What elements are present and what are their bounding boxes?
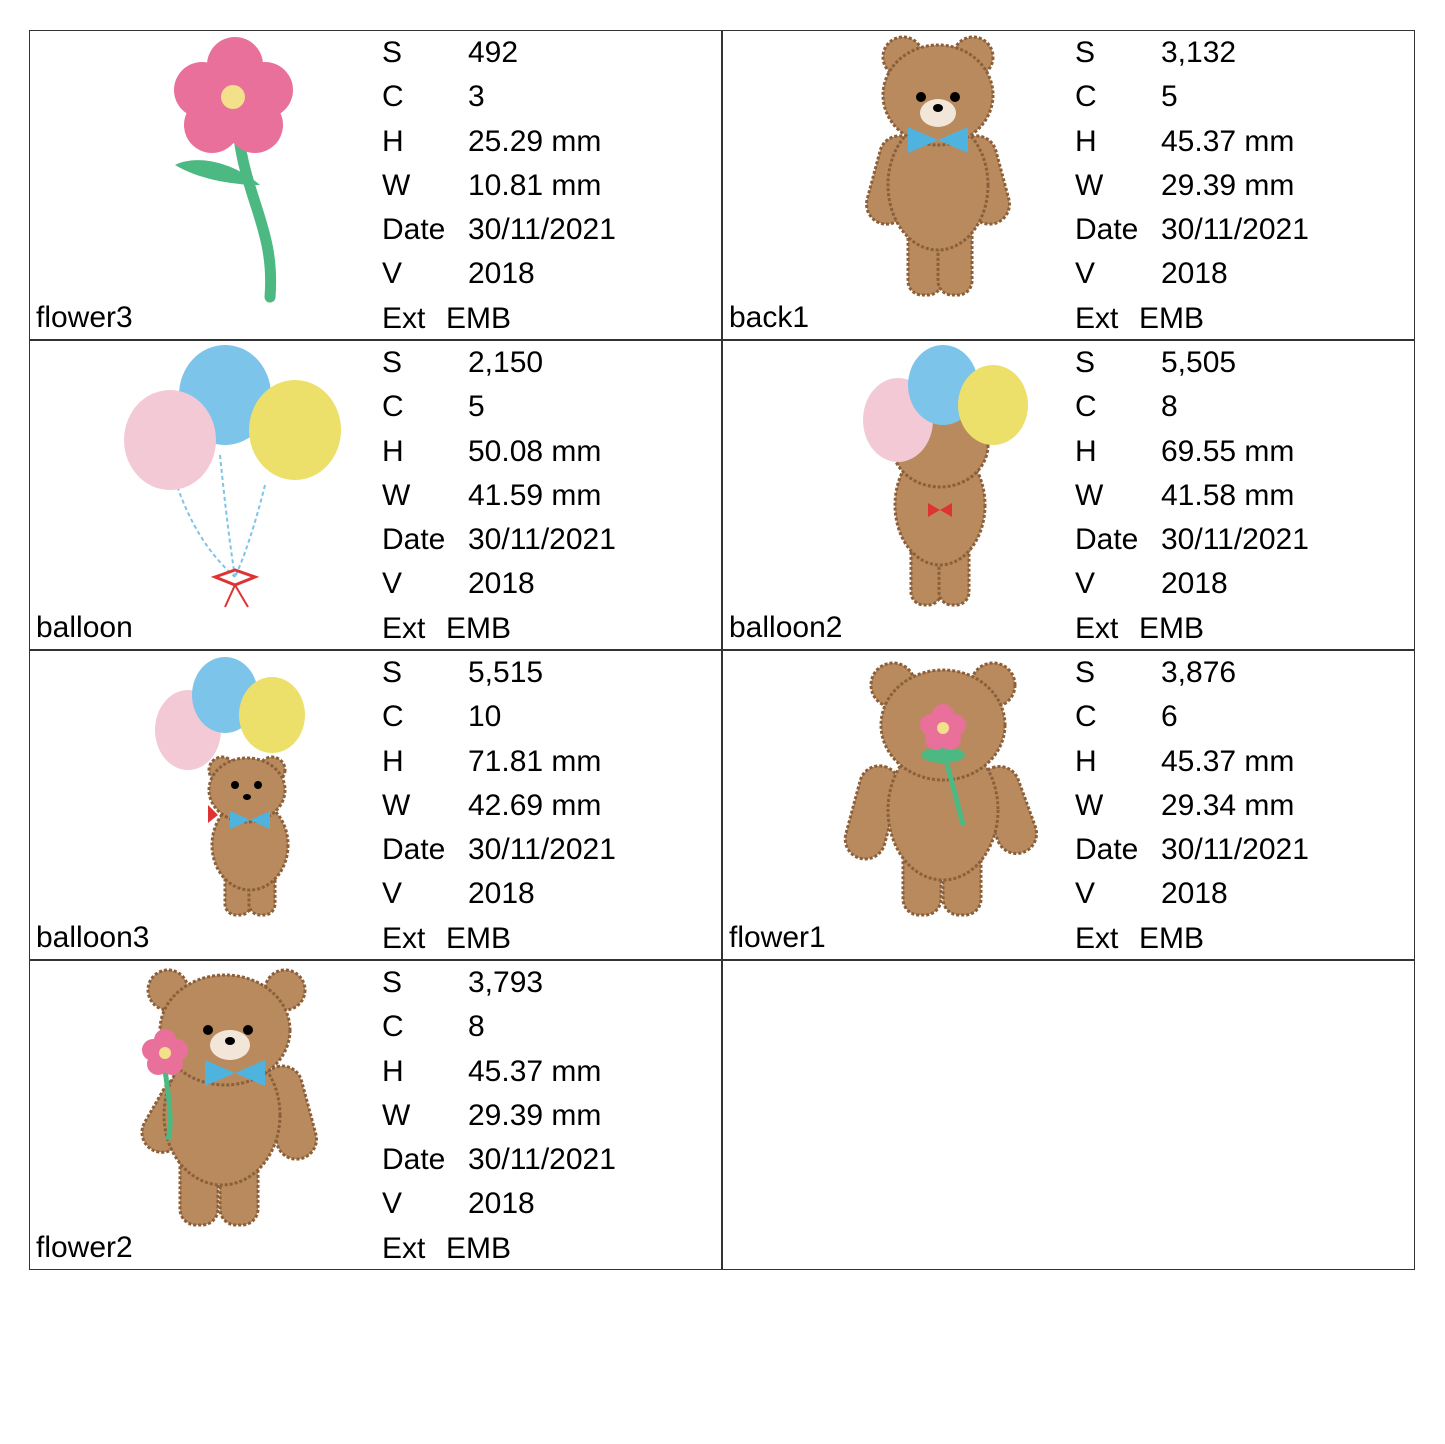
spec-date: 30/11/2021 (1161, 833, 1309, 867)
spec-height: 71.81 mm (468, 744, 602, 778)
spec-ext: EMB (446, 301, 512, 335)
bear-flower-icon (100, 965, 390, 1235)
spec-label-date: Date (1075, 523, 1139, 557)
spec-ext: EMB (446, 611, 512, 645)
spec-width: 41.59 mm (468, 478, 602, 512)
spec-height: 45.37 mm (468, 1054, 602, 1088)
spec-height: 69.55 mm (1161, 434, 1295, 468)
spec-label-height: H (382, 434, 404, 468)
spec-label-colors: C (382, 1010, 404, 1044)
spec-date: 30/11/2021 (468, 213, 616, 247)
spec-colors: 6 (1161, 700, 1178, 734)
spec-date: 30/11/2021 (468, 833, 616, 867)
spec-label-date: Date (1075, 213, 1139, 247)
spec-date: 30/11/2021 (1161, 213, 1309, 247)
spec-label-ext: Ext (382, 301, 426, 335)
spec-version: 2018 (1161, 567, 1228, 601)
spec-colors: 8 (1161, 390, 1178, 424)
spec-width: 29.34 mm (1161, 788, 1295, 822)
spec-label-stitches: S (1075, 656, 1096, 689)
spec-label-height: H (1075, 434, 1097, 468)
spec-label-colors: C (1075, 700, 1097, 734)
bear-back-flower-icon (793, 655, 1083, 925)
spec-label-colors: C (1075, 390, 1097, 424)
empty-cell (722, 960, 1415, 1270)
spec-label-width: W (382, 478, 411, 512)
spec-label-height: H (1075, 744, 1097, 778)
spec-height: 45.37 mm (1161, 744, 1295, 778)
spec-stitches: 492 (468, 36, 519, 69)
spec-stitches: 3,793 (468, 966, 544, 999)
spec-label-height: H (382, 744, 404, 778)
spec-ext: EMB (446, 921, 512, 955)
bear-balloons-icon (100, 655, 390, 925)
spec-width: 29.39 mm (1161, 168, 1295, 202)
spec-ext: EMB (1139, 611, 1205, 645)
spec-version: 2018 (468, 257, 535, 291)
spec-label-stitches: S (382, 36, 403, 69)
design-grid (29, 30, 1416, 1273)
spec-height: 25.29 mm (468, 124, 602, 158)
bear-back-balloons-icon (793, 345, 1083, 615)
design-name: balloon (36, 611, 133, 644)
spec-label-version: V (1075, 257, 1096, 291)
spec-ext: EMB (1139, 301, 1205, 335)
design-card-balloon2 (722, 340, 1415, 650)
spec-label-height: H (382, 124, 404, 158)
spec-label-date: Date (382, 1143, 446, 1177)
design-card-back1 (722, 30, 1415, 340)
teddy-bear-icon (793, 35, 1083, 305)
spec-label-width: W (382, 168, 411, 202)
spec-label-version: V (382, 1187, 403, 1221)
spec-label-height: H (382, 1054, 404, 1088)
spec-stitches: 5,515 (468, 656, 544, 689)
spec-label-ext: Ext (1075, 611, 1119, 645)
spec-colors: 5 (1161, 80, 1178, 114)
spec-label-version: V (1075, 877, 1096, 911)
design-card-flower2 (29, 960, 722, 1270)
design-name: back1 (729, 301, 810, 334)
spec-label-stitches: S (382, 656, 403, 689)
spec-stitches: 5,505 (1161, 346, 1237, 379)
spec-label-colors: C (1075, 80, 1097, 114)
spec-ext: EMB (446, 1231, 512, 1265)
design-name: balloon3 (36, 921, 150, 954)
spec-width: 10.81 mm (468, 168, 602, 202)
spec-label-height: H (1075, 124, 1097, 158)
spec-label-date: Date (1075, 833, 1139, 867)
spec-label-version: V (382, 567, 403, 601)
spec-date: 30/11/2021 (468, 523, 616, 557)
design-card-balloon (29, 340, 722, 650)
design-name: flower2 (36, 1231, 133, 1264)
spec-stitches: 2,150 (468, 346, 544, 379)
spec-date: 30/11/2021 (1161, 523, 1309, 557)
design-card-flower1 (722, 650, 1415, 960)
flower-icon (100, 35, 390, 305)
spec-label-width: W (1075, 168, 1104, 202)
spec-label-ext: Ext (382, 1231, 426, 1265)
spec-label-ext: Ext (382, 611, 426, 645)
spec-label-colors: C (382, 390, 404, 424)
spec-height: 45.37 mm (1161, 124, 1295, 158)
design-card-flower3 (29, 30, 722, 340)
spec-width: 42.69 mm (468, 788, 602, 822)
spec-ext: EMB (1139, 921, 1205, 955)
spec-label-ext: Ext (1075, 921, 1119, 955)
spec-label-width: W (382, 1098, 411, 1132)
spec-label-colors: C (382, 700, 404, 734)
design-card-balloon3 (29, 650, 722, 960)
spec-label-colors: C (382, 80, 404, 114)
spec-label-width: W (1075, 788, 1104, 822)
design-name: flower3 (36, 301, 133, 334)
spec-stitches: 3,132 (1161, 36, 1237, 69)
spec-label-version: V (382, 257, 403, 291)
spec-label-stitches: S (382, 346, 403, 379)
design-name: balloon2 (729, 611, 843, 644)
spec-height: 50.08 mm (468, 434, 602, 468)
spec-version: 2018 (468, 1187, 535, 1221)
spec-colors: 5 (468, 390, 485, 424)
spec-label-stitches: S (1075, 346, 1096, 379)
spec-version: 2018 (1161, 257, 1228, 291)
spec-stitches: 3,876 (1161, 656, 1237, 689)
design-name: flower1 (729, 921, 826, 954)
spec-version: 2018 (468, 877, 535, 911)
spec-colors: 8 (468, 1010, 485, 1044)
spec-label-stitches: S (1075, 36, 1096, 69)
spec-label-ext: Ext (1075, 301, 1119, 335)
spec-version: 2018 (468, 567, 535, 601)
spec-label-version: V (1075, 567, 1096, 601)
spec-colors: 3 (468, 80, 485, 114)
spec-label-width: W (382, 788, 411, 822)
spec-version: 2018 (1161, 877, 1228, 911)
spec-width: 41.58 mm (1161, 478, 1295, 512)
spec-label-width: W (1075, 478, 1104, 512)
spec-label-date: Date (382, 833, 446, 867)
balloons-icon (100, 345, 390, 615)
spec-width: 29.39 mm (468, 1098, 602, 1132)
spec-label-ext: Ext (382, 921, 426, 955)
spec-label-stitches: S (382, 966, 403, 999)
spec-label-date: Date (382, 523, 446, 557)
spec-label-date: Date (382, 213, 446, 247)
spec-colors: 10 (468, 700, 502, 734)
spec-date: 30/11/2021 (468, 1143, 616, 1177)
spec-label-version: V (382, 877, 403, 911)
